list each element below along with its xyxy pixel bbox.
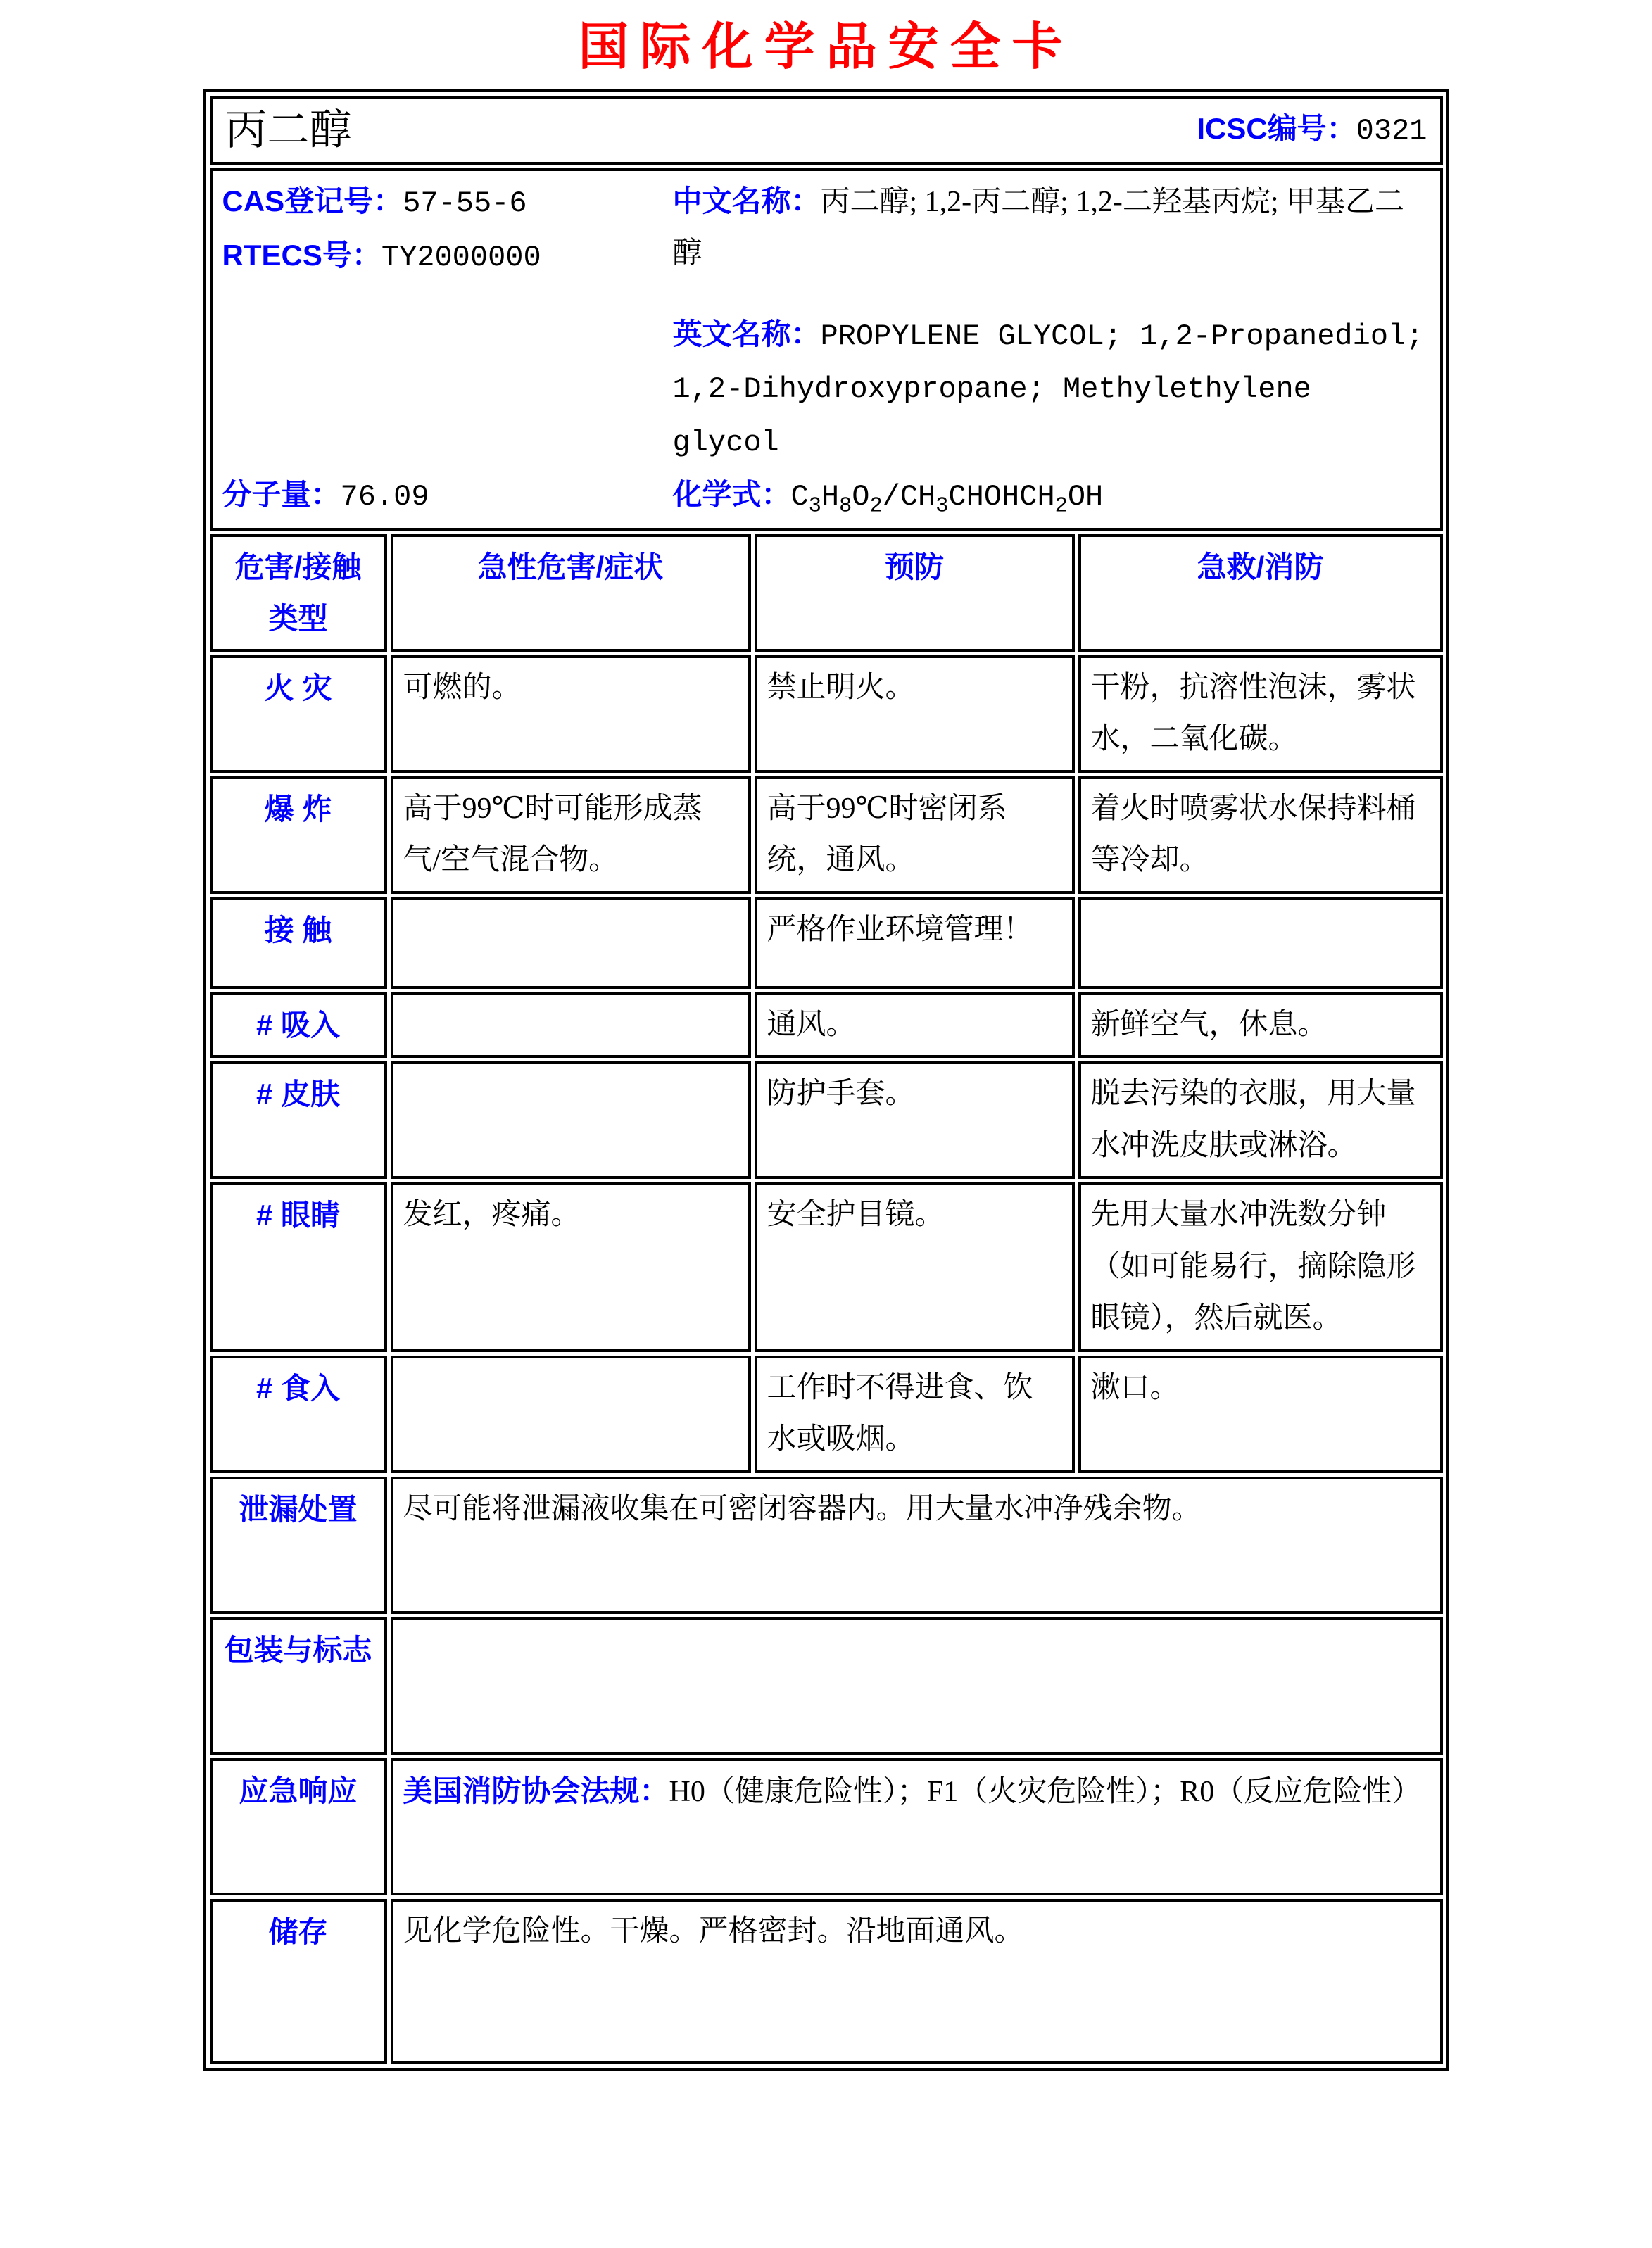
- english-name-label: 英文名称：: [672, 317, 821, 351]
- row-label-spillage: 泄漏处置: [210, 1477, 387, 1614]
- table-row-storage: [210, 1899, 1443, 2064]
- identity-right-column: [673, 175, 1430, 524]
- fire-response-cell: 干粉，抗溶性泡沫，雾状水，二氧化碳。: [1078, 655, 1443, 773]
- row-label-explosion: 爆 炸: [210, 776, 387, 894]
- chinese-name-value: 丙二醇; 1,2-丙二醇; 1,2-二羟基丙烷; 甲基乙二醇: [672, 185, 1404, 270]
- molecular-weight-value: 76.09: [340, 480, 429, 514]
- row-label-fire: 火 灾: [210, 655, 387, 773]
- table-row-substance: [210, 96, 1443, 165]
- icsc-number-label: ICSC编号：: [1197, 112, 1356, 146]
- inhalation-response-cell: 新鲜空气，休息。: [1078, 992, 1443, 1059]
- nfpa-code-label: 美国消防协会法规：: [403, 1774, 669, 1807]
- inhalation-symptoms-cell: [391, 992, 751, 1059]
- header-first-aid-fire: 急救/消防: [1078, 534, 1443, 652]
- fire-symptoms-cell: 可燃的。: [391, 655, 751, 773]
- table-row-identity: [210, 168, 1443, 531]
- skin-response-cell: 脱去污染的衣服，用大量水冲洗皮肤或淋浴。: [1078, 1061, 1443, 1179]
- substance-cell: [210, 96, 1443, 165]
- header-hazard-type: [210, 534, 387, 652]
- skin-prevention-cell: 防护手套。: [755, 1061, 1075, 1179]
- icsc-number-group: [1197, 103, 1427, 158]
- row-label-skin: # 皮肤: [210, 1061, 387, 1179]
- spillage-content-cell: 尽可能将泄漏液收集在可密闭容器内。用大量水冲净残余物。: [391, 1477, 1443, 1614]
- identity-left-column: [222, 175, 673, 524]
- row-label-exposure: 接 触: [210, 897, 387, 989]
- explosion-response-cell: 着火时喷雾状水保持料桶等冷却。: [1078, 776, 1443, 894]
- header-prevention: 预防: [755, 534, 1075, 652]
- fire-prevention-cell: 禁止明火。: [755, 655, 1075, 773]
- substance-name: 丙二醇: [225, 106, 352, 153]
- row-label-ingestion: # 食入: [210, 1356, 387, 1473]
- cas-line: [222, 175, 673, 230]
- table-row-ingestion: [210, 1356, 1443, 1473]
- storage-content-cell: 见化学危险性。干燥。严格密封。沿地面通风。: [391, 1899, 1443, 2064]
- formula-value: $C_3H_8O_2/CH_3CHOHCH_2OH$: [790, 480, 1104, 519]
- row-label-eyes: # 眼睛: [210, 1182, 387, 1352]
- table-row-fire: [210, 655, 1443, 773]
- icsc-number-value: 0321: [1356, 114, 1427, 149]
- header-hazard-type-line2: 类型: [268, 602, 328, 636]
- chinese-name-line: [673, 175, 1430, 280]
- ingestion-symptoms-cell: [391, 1356, 751, 1473]
- molecular-weight-label: 分子量：: [222, 478, 341, 512]
- eyes-symptoms-cell: 发红，疼痛。: [391, 1182, 751, 1352]
- eyes-response-cell: 先用大量水冲洗数分钟（如可能易行，摘除隐形眼镜），然后就医。: [1078, 1182, 1443, 1352]
- table-header-row: [210, 534, 1443, 652]
- table-row-exposure: [210, 897, 1443, 989]
- table-row-spillage: [210, 1477, 1443, 1614]
- rtecs-value: TY2000000: [381, 241, 541, 275]
- header-acute-hazards: 急性危害/症状: [391, 534, 751, 652]
- molecular-weight-line: [222, 469, 673, 524]
- ingestion-prevention-cell: 工作时不得进食、饮水或吸烟。: [755, 1356, 1075, 1473]
- explosion-prevention-cell: 高于99℃时密闭系统，通风。: [755, 776, 1075, 894]
- eyes-prevention-cell: 安全护目镜。: [755, 1182, 1075, 1352]
- header-hazard-type-line1: 危害/接触: [234, 550, 362, 583]
- table-row-packaging: [210, 1617, 1443, 1755]
- chinese-name-label: 中文名称：: [672, 184, 821, 217]
- exposure-symptoms-cell: [391, 897, 751, 989]
- ingestion-response-cell: 漱口。: [1078, 1356, 1443, 1473]
- cas-label: CAS登记号：: [222, 184, 403, 217]
- emergency-content-cell: [391, 1758, 1443, 1895]
- table-row-eyes: [210, 1182, 1443, 1352]
- cas-value: 57-55-6: [403, 186, 527, 220]
- row-label-inhalation: # 吸入: [210, 992, 387, 1059]
- nfpa-code-value: H0（健康危险性）；F1（火灾危险性）；R0（反应危险性）: [669, 1775, 1422, 1808]
- rtecs-label: RTECS号：: [222, 239, 382, 272]
- row-label-emergency: 应急响应: [210, 1758, 387, 1895]
- rtecs-line: [222, 229, 673, 284]
- english-name-value: PROPYLENE GLYCOL; 1,2-Propanediol; 1,2-Dihydroxypropane; Methylethylene glycol: [672, 319, 1424, 460]
- row-label-storage: 储存: [210, 1899, 387, 2064]
- identity-cell: [210, 168, 1443, 531]
- page-title: 国际化学品安全卡: [578, 19, 1074, 75]
- table-row-explosion: [210, 776, 1443, 894]
- packaging-content-cell: [391, 1617, 1443, 1755]
- inhalation-prevention-cell: 通风。: [755, 992, 1075, 1059]
- table-row-inhalation: [210, 992, 1443, 1059]
- icsc-page: [0, 20, 1652, 2248]
- icsc-card-table: [203, 89, 1449, 2071]
- skin-symptoms-cell: [391, 1061, 751, 1179]
- formula-line: [673, 469, 1430, 524]
- formula-label: 化学式：: [672, 478, 791, 512]
- table-row-skin: [210, 1061, 1443, 1179]
- explosion-symptoms-cell: 高于99℃时可能形成蒸气/空气混合物。: [391, 776, 751, 894]
- exposure-response-cell: [1078, 897, 1443, 989]
- row-label-packaging: 包装与标志: [210, 1617, 387, 1755]
- english-name-line: [673, 308, 1430, 469]
- exposure-prevention-cell: 严格作业环境管理！: [755, 897, 1075, 989]
- table-row-emergency: [210, 1758, 1443, 1895]
